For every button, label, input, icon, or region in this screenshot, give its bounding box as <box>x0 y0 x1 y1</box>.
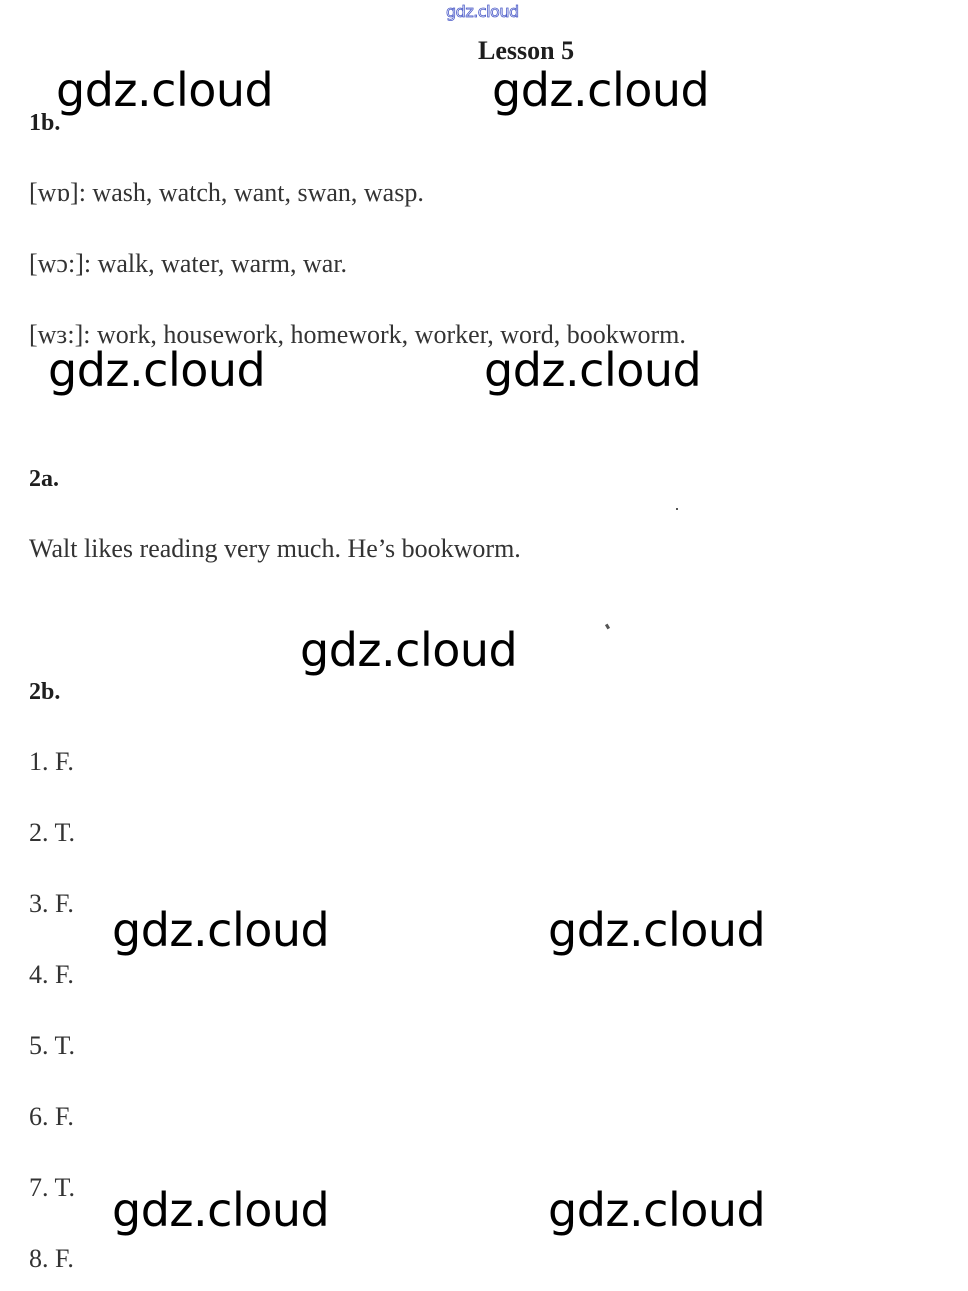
answer-item: 2. T. <box>29 818 75 847</box>
section-heading-2a: 2a. <box>29 466 59 492</box>
answer-item: 8. F. <box>29 1244 74 1273</box>
page-title: Lesson 5 <box>478 36 575 65</box>
watermark: gdz.cloud <box>548 1183 766 1237</box>
watermark: gdz.cloud <box>484 343 702 397</box>
answer-item: 3. F. <box>29 889 74 918</box>
section-heading-2b: 2b. <box>29 679 61 705</box>
watermark: gdz.cloud <box>112 1183 330 1237</box>
watermark: gdz.cloud <box>56 63 274 117</box>
watermark: gdz.cloud <box>300 623 518 677</box>
transcription-line: [wɔ:]: walk, water, warm, war. <box>29 249 348 278</box>
watermark: gdz.cloud <box>48 343 266 397</box>
scan-speck <box>605 624 610 630</box>
transcription-line: [wɒ]: wash, watch, want, swan, wasp. <box>29 178 424 207</box>
watermark: gdz.cloud <box>548 903 766 957</box>
answer-item: 7. T. <box>29 1173 75 1202</box>
scan-speck <box>676 508 678 510</box>
answer-item: 1. F. <box>29 747 74 776</box>
site-watermark-top: gdz.cloud <box>446 2 519 21</box>
watermark: gdz.cloud <box>492 63 710 117</box>
watermark: gdz.cloud <box>112 903 330 957</box>
answer-item: 6. F. <box>29 1102 74 1131</box>
transcription-line: [wɜ:]: work, housework, homework, worker, word, bookworm. <box>29 320 686 349</box>
answer-item: 5. T. <box>29 1031 75 1060</box>
answer-sentence: Walt likes reading very much. He’s bookworm. <box>29 534 521 563</box>
section-heading-1b: 1b. <box>29 110 61 136</box>
answer-item: 4. F. <box>29 960 74 989</box>
